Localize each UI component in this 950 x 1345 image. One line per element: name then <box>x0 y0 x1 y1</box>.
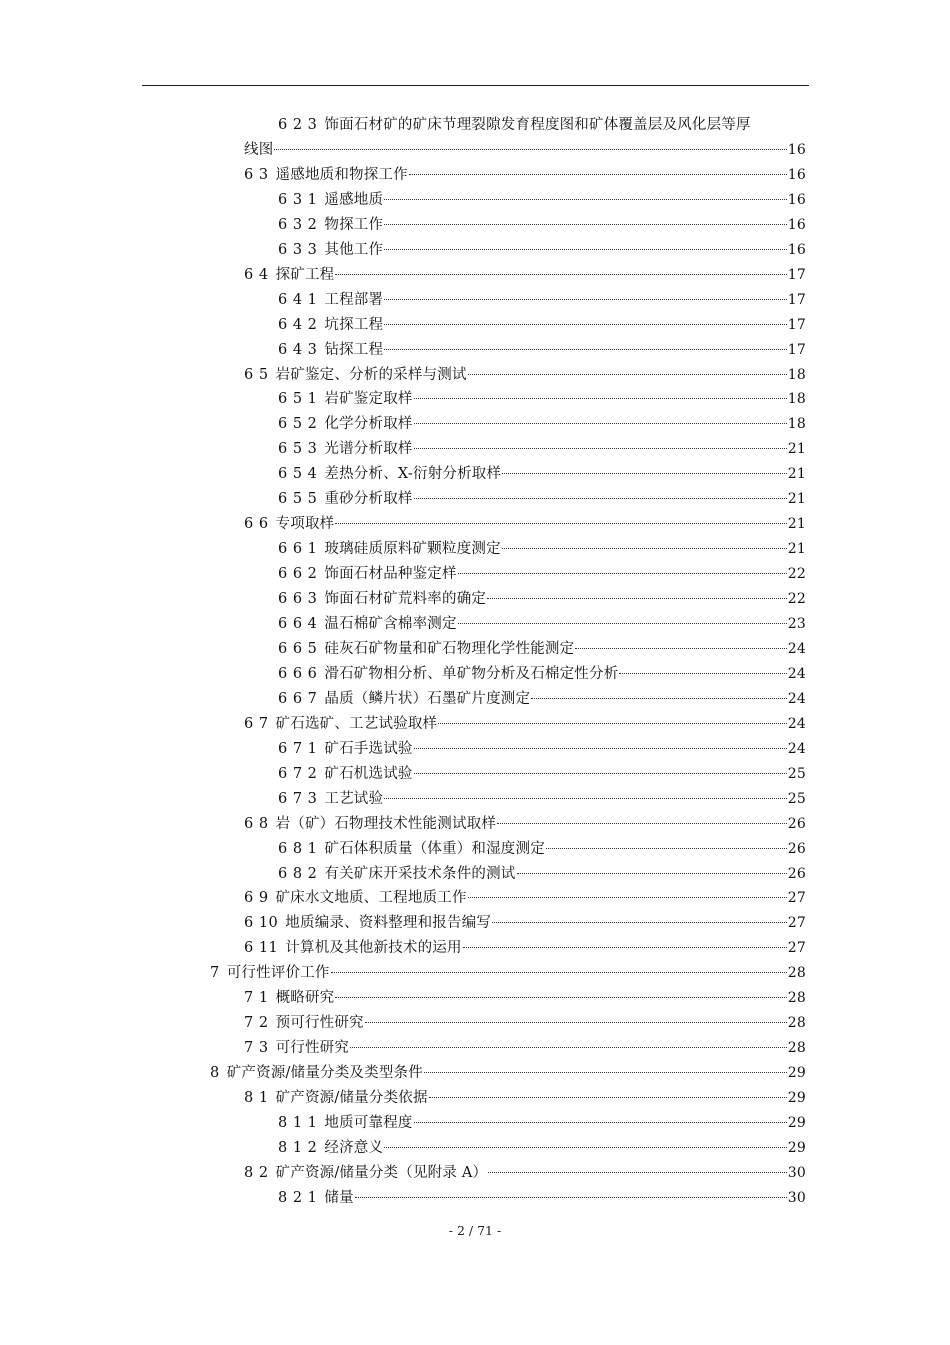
toc-entry-page: 17 <box>787 341 806 358</box>
dot-leader <box>414 772 787 774</box>
toc-entry-title: 储量 <box>324 1189 354 1206</box>
toc-entry-number: 6 7 3 <box>278 790 318 807</box>
toc-entry-page: 29 <box>787 1090 806 1107</box>
toc-entry-number: 6 6 7 <box>278 690 318 707</box>
dot-leader <box>429 1096 787 1098</box>
dot-leader <box>546 847 787 849</box>
dot-leader <box>274 148 786 150</box>
toc-entry-number: 6 6 4 <box>278 616 318 632</box>
toc-entry-number: 8 1 1 <box>278 1115 318 1131</box>
toc-entry[interactable] <box>278 587 806 612</box>
dot-leader <box>468 896 787 898</box>
toc-entry-title: 概略研究 <box>275 990 335 1007</box>
toc-entry[interactable] <box>244 363 806 388</box>
toc-entry-title: 矿石手选试验 <box>324 740 413 757</box>
toc-entry-number: 8 1 2 <box>278 1139 318 1156</box>
toc-entry[interactable] <box>278 462 806 487</box>
toc-entry-page: 26 <box>787 840 806 857</box>
toc-entry-title: 矿产资源/储量分类（见附录 A） <box>275 1164 488 1181</box>
toc-entry-number: 6 6 <box>244 516 269 533</box>
toc-entry-page: 26 <box>787 865 806 882</box>
toc-entry-page: 30 <box>787 1164 806 1181</box>
toc-entry[interactable] <box>244 986 806 1011</box>
toc-entry-number: 6 4 3 <box>278 341 318 358</box>
dot-leader <box>488 1171 787 1173</box>
toc-entry[interactable] <box>278 1111 806 1136</box>
toc-entry[interactable] <box>278 762 806 787</box>
toc-entry[interactable] <box>244 1086 806 1111</box>
dot-leader <box>424 1071 787 1073</box>
toc-entry-page: 29 <box>787 1139 806 1156</box>
toc-entry[interactable] <box>278 637 806 662</box>
dot-leader <box>384 348 787 350</box>
toc-entry[interactable] <box>244 1161 806 1186</box>
dot-leader <box>331 971 787 973</box>
toc-entry-number: 6 11 <box>244 940 279 957</box>
toc-entry-number: 6 7 1 <box>278 740 318 757</box>
toc-entry[interactable] <box>244 886 806 911</box>
toc-entry-page: 17 <box>787 266 806 283</box>
toc-entry[interactable] <box>278 213 806 238</box>
dot-leader <box>575 647 786 649</box>
toc-entry-page: 21 <box>787 466 806 483</box>
toc-entry-number: 7 3 <box>244 1040 269 1057</box>
toc-entry-number: 6 4 2 <box>278 316 318 333</box>
toc-entry-number: 6 5 1 <box>278 391 318 408</box>
toc-entry-number: 6 6 1 <box>278 541 318 558</box>
toc-entry-page: 16 <box>787 241 806 258</box>
dot-leader <box>492 921 787 923</box>
toc-entry-page: 18 <box>787 391 806 408</box>
toc-entry[interactable] <box>278 1136 806 1161</box>
toc-entry-title: 饰面石材品种鉴定样 <box>324 566 457 583</box>
dot-leader <box>619 672 786 674</box>
toc-entry[interactable] <box>278 687 806 712</box>
toc-entry-number: 6 3 2 <box>278 216 318 233</box>
toc-entry-title: 岩矿鉴定取样 <box>324 391 413 408</box>
toc-entry-title: 地质可靠程度 <box>324 1115 413 1131</box>
toc-entry-page: 21 <box>787 441 806 458</box>
toc-entry-page: 28 <box>787 1040 806 1057</box>
dot-leader <box>517 872 787 874</box>
toc-entry-title: 矿石体积质量（体重）和湿度测定 <box>324 840 545 857</box>
toc-entry-page: 27 <box>787 940 806 957</box>
dot-leader <box>335 996 786 998</box>
dot-leader <box>438 722 787 724</box>
toc-entry-page: 21 <box>787 541 806 558</box>
toc-entry[interactable] <box>278 612 806 637</box>
toc-entry-number: 6 5 2 <box>278 416 318 433</box>
toc-entry-page: 24 <box>787 640 806 657</box>
dot-leader <box>414 422 787 424</box>
toc-entry-number: 6 5 4 <box>278 466 318 483</box>
toc-entry-page: 22 <box>787 566 806 583</box>
toc-entry-title: 玻璃硅质原料矿颗粒度测定 <box>324 541 501 558</box>
toc-entry-number: 8 2 <box>244 1164 269 1181</box>
toc-entry-title: 有关矿床开采技术条件的测试 <box>324 865 516 882</box>
dot-leader <box>502 472 787 474</box>
toc-entry-page: 21 <box>787 516 806 533</box>
toc-entry[interactable] <box>278 387 806 412</box>
dot-leader <box>414 397 787 399</box>
toc-entry[interactable] <box>210 1061 806 1086</box>
toc-entry-title: 矿石选矿、工艺试验取样 <box>275 715 438 732</box>
toc-entry-title: 化学分析取样 <box>324 416 413 433</box>
toc-entry[interactable] <box>278 537 806 562</box>
toc-entry-title: 经济意义 <box>324 1139 384 1156</box>
toc-entry-number: 6 5 5 <box>278 491 318 508</box>
toc-entry[interactable] <box>278 787 806 812</box>
toc-entry-number: 6 8 <box>244 815 269 832</box>
dot-leader <box>335 522 786 524</box>
dot-leader <box>384 198 787 200</box>
toc-entry-title: 钻探工程 <box>324 341 384 358</box>
toc-entry-number: 6 8 1 <box>278 840 318 857</box>
toc-entry-title: 硅灰石矿物量和矿石物理化学性能测定 <box>324 640 575 657</box>
dot-leader <box>468 373 787 375</box>
toc-entry[interactable] <box>210 961 806 986</box>
toc-entry-title: 光谱分析取样 <box>324 441 413 458</box>
toc-entry-page: 25 <box>787 765 806 782</box>
dot-leader <box>335 273 786 275</box>
toc-entry[interactable] <box>244 163 806 188</box>
toc-entry-title: 可行性评价工作 <box>226 965 330 982</box>
toc-entry[interactable] <box>244 1036 806 1061</box>
toc-entry[interactable] <box>278 288 806 313</box>
toc-entry-title: 岩矿鉴定、分析的采样与测试 <box>275 366 467 383</box>
dot-leader <box>463 946 787 948</box>
toc-entry[interactable] <box>244 263 806 288</box>
dot-leader <box>414 1121 787 1123</box>
dot-leader <box>497 822 787 824</box>
toc-entry-number: 6 5 <box>244 366 269 383</box>
toc-entry-number: 6 6 5 <box>278 640 318 657</box>
toc-entry-page: 26 <box>787 815 806 832</box>
dot-leader <box>458 622 787 624</box>
toc-entry-page: 28 <box>787 1015 806 1032</box>
toc-entry-title: 计算机及其他新技术的运用 <box>285 940 462 957</box>
dot-leader <box>384 323 787 325</box>
toc-entry-page: 28 <box>787 990 806 1007</box>
dot-leader <box>384 797 787 799</box>
toc-entry-number: 8 <box>210 1065 220 1082</box>
toc-entry-page: 17 <box>787 291 806 308</box>
toc-entry-title: 矿产资源/储量分类依据 <box>275 1090 428 1107</box>
toc-entry-title: 工程部署 <box>324 291 384 308</box>
toc-entry-number: 6 4 1 <box>278 291 318 308</box>
toc-entry-page: 24 <box>787 665 806 682</box>
toc-entry-title: 岩（矿）石物理技术性能测试取样 <box>275 815 497 832</box>
toc-entry[interactable] <box>278 662 806 687</box>
toc-entry-page: 28 <box>787 965 806 982</box>
toc-entry[interactable] <box>244 812 806 837</box>
toc-entry-title: 专项取样 <box>275 516 335 533</box>
header-rule <box>142 85 809 86</box>
toc-entry-page: 29 <box>787 1115 806 1131</box>
toc-entry-page: 27 <box>787 915 806 932</box>
toc-entry-number: 8 1 <box>244 1090 269 1107</box>
toc-entry[interactable] <box>278 837 806 862</box>
dot-leader <box>365 1021 787 1023</box>
toc-entry[interactable] <box>278 238 806 263</box>
dot-leader <box>384 1146 787 1148</box>
dot-leader <box>409 173 787 175</box>
toc-entry-page: 18 <box>787 416 806 433</box>
toc-entry-title-continued: 线图 <box>244 141 274 158</box>
toc-entry-page: 18 <box>787 366 806 383</box>
dot-leader <box>355 1196 787 1198</box>
toc-entry-title: 差热分析、X-衍射分析取样 <box>324 466 502 483</box>
toc-entry[interactable] <box>278 562 806 587</box>
toc-entry-title: 物探工作 <box>324 216 384 233</box>
toc-entry-page: 16 <box>787 141 806 158</box>
toc-entry-title: 地质编录、资料整理和报告编写 <box>285 915 492 932</box>
toc-entry-title: 工艺试验 <box>324 790 384 807</box>
toc-entry[interactable] <box>244 512 806 537</box>
dot-leader <box>384 298 787 300</box>
toc-entry-title: 预可行性研究 <box>275 1015 364 1032</box>
toc-entry-page: 24 <box>787 690 806 707</box>
toc-entry-title: 晶质（鳞片状）石墨矿片度测定 <box>324 690 531 707</box>
toc-entry-page: 27 <box>787 890 806 907</box>
page-number-footer: - 2 / 71 - <box>448 1223 502 1238</box>
dot-leader <box>414 747 787 749</box>
toc-entry-number: 6 4 <box>244 266 269 283</box>
toc-entry-number: 7 <box>210 965 220 982</box>
toc-entry-number: 6 3 <box>244 166 269 183</box>
toc-entry[interactable] <box>278 437 806 462</box>
toc-entry-number: 6 6 2 <box>278 566 318 583</box>
toc-entry[interactable] <box>244 911 806 936</box>
toc-entry-number: 6 3 3 <box>278 241 318 258</box>
toc-entry-page: 24 <box>787 715 806 732</box>
toc-entry[interactable] <box>278 113 806 138</box>
toc-entry-title: 遥感地质和物探工作 <box>275 166 408 183</box>
toc-entry-title: 遥感地质 <box>324 191 384 208</box>
toc-entry[interactable] <box>278 737 806 762</box>
dot-leader <box>458 572 787 574</box>
toc-entry-page: 16 <box>787 166 806 183</box>
toc-entry-number: 6 5 3 <box>278 441 318 458</box>
toc-entry-page: 21 <box>787 491 806 508</box>
dot-leader <box>487 597 787 599</box>
toc-entry-page: 22 <box>787 591 806 608</box>
toc-entry[interactable] <box>278 862 806 887</box>
toc-entry[interactable] <box>278 487 806 512</box>
toc-entry-number: 6 3 1 <box>278 191 318 208</box>
toc-entry[interactable] <box>278 338 806 363</box>
toc-entry-number: 6 9 <box>244 890 269 907</box>
toc-entry-title: 矿石机选试验 <box>324 765 413 782</box>
toc-entry[interactable] <box>244 712 806 737</box>
toc-entry-page: 24 <box>787 740 806 757</box>
toc-entry-page: 17 <box>787 316 806 333</box>
dot-leader <box>384 223 787 225</box>
dot-leader <box>414 447 787 449</box>
toc-entry-number: 6 6 6 <box>278 665 318 682</box>
toc-entry-title: 坑探工程 <box>324 316 384 333</box>
toc-entry[interactable] <box>244 936 806 961</box>
toc-entry-title: 滑石矿物相分析、单矿物分析及石棉定性分析 <box>324 665 619 682</box>
toc-entry-number: 6 7 <box>244 715 269 732</box>
dot-leader <box>531 697 787 699</box>
toc-entry[interactable] <box>244 1011 806 1036</box>
toc-entry-number: 6 6 3 <box>278 591 318 608</box>
toc-entry-number: 7 2 <box>244 1015 269 1032</box>
toc-entry-title: 矿床水文地质、工程地质工作 <box>275 890 467 907</box>
toc-entry-page: 16 <box>787 191 806 208</box>
dot-leader <box>384 248 787 250</box>
toc-entry-number: 6 7 2 <box>278 765 318 782</box>
toc-entry-page: 16 <box>787 216 806 233</box>
toc-entry-page: 23 <box>787 616 806 632</box>
toc-entry-page: 25 <box>787 790 806 807</box>
toc-entry-title: 饰面石材矿荒料率的确定 <box>324 591 487 608</box>
toc-entry-number: 6 2 3 <box>278 117 318 133</box>
dot-leader <box>502 547 787 549</box>
toc-entry-title: 饰面石材矿的矿床节理裂隙发育程度图和矿体覆盖层及风化层等厚 <box>324 117 751 133</box>
toc-entry-page: 29 <box>787 1065 806 1082</box>
toc-entry-title: 可行性研究 <box>275 1040 350 1057</box>
toc-entry-number: 8 2 1 <box>278 1189 318 1206</box>
toc-entry-title: 其他工作 <box>324 241 384 258</box>
toc-entry[interactable] <box>278 1186 806 1211</box>
toc-entry-number: 7 1 <box>244 990 269 1007</box>
toc-entry[interactable] <box>278 188 806 213</box>
toc-entry-title: 重砂分析取样 <box>324 491 413 508</box>
toc-entry-title: 矿产资源/储量分类及类型条件 <box>226 1065 423 1082</box>
toc-entry-number: 6 8 2 <box>278 865 318 882</box>
toc-entry-title: 温石棉矿含棉率测定 <box>324 616 457 632</box>
toc-entry-continuation[interactable] <box>244 138 806 163</box>
dot-leader <box>414 497 787 499</box>
toc-entry[interactable] <box>278 412 806 437</box>
toc-entry[interactable] <box>278 313 806 338</box>
dot-leader <box>350 1046 787 1048</box>
toc-entry-number: 6 10 <box>244 915 279 932</box>
toc-entry-page: 30 <box>787 1189 806 1206</box>
toc-entry-title: 探矿工程 <box>275 266 335 283</box>
